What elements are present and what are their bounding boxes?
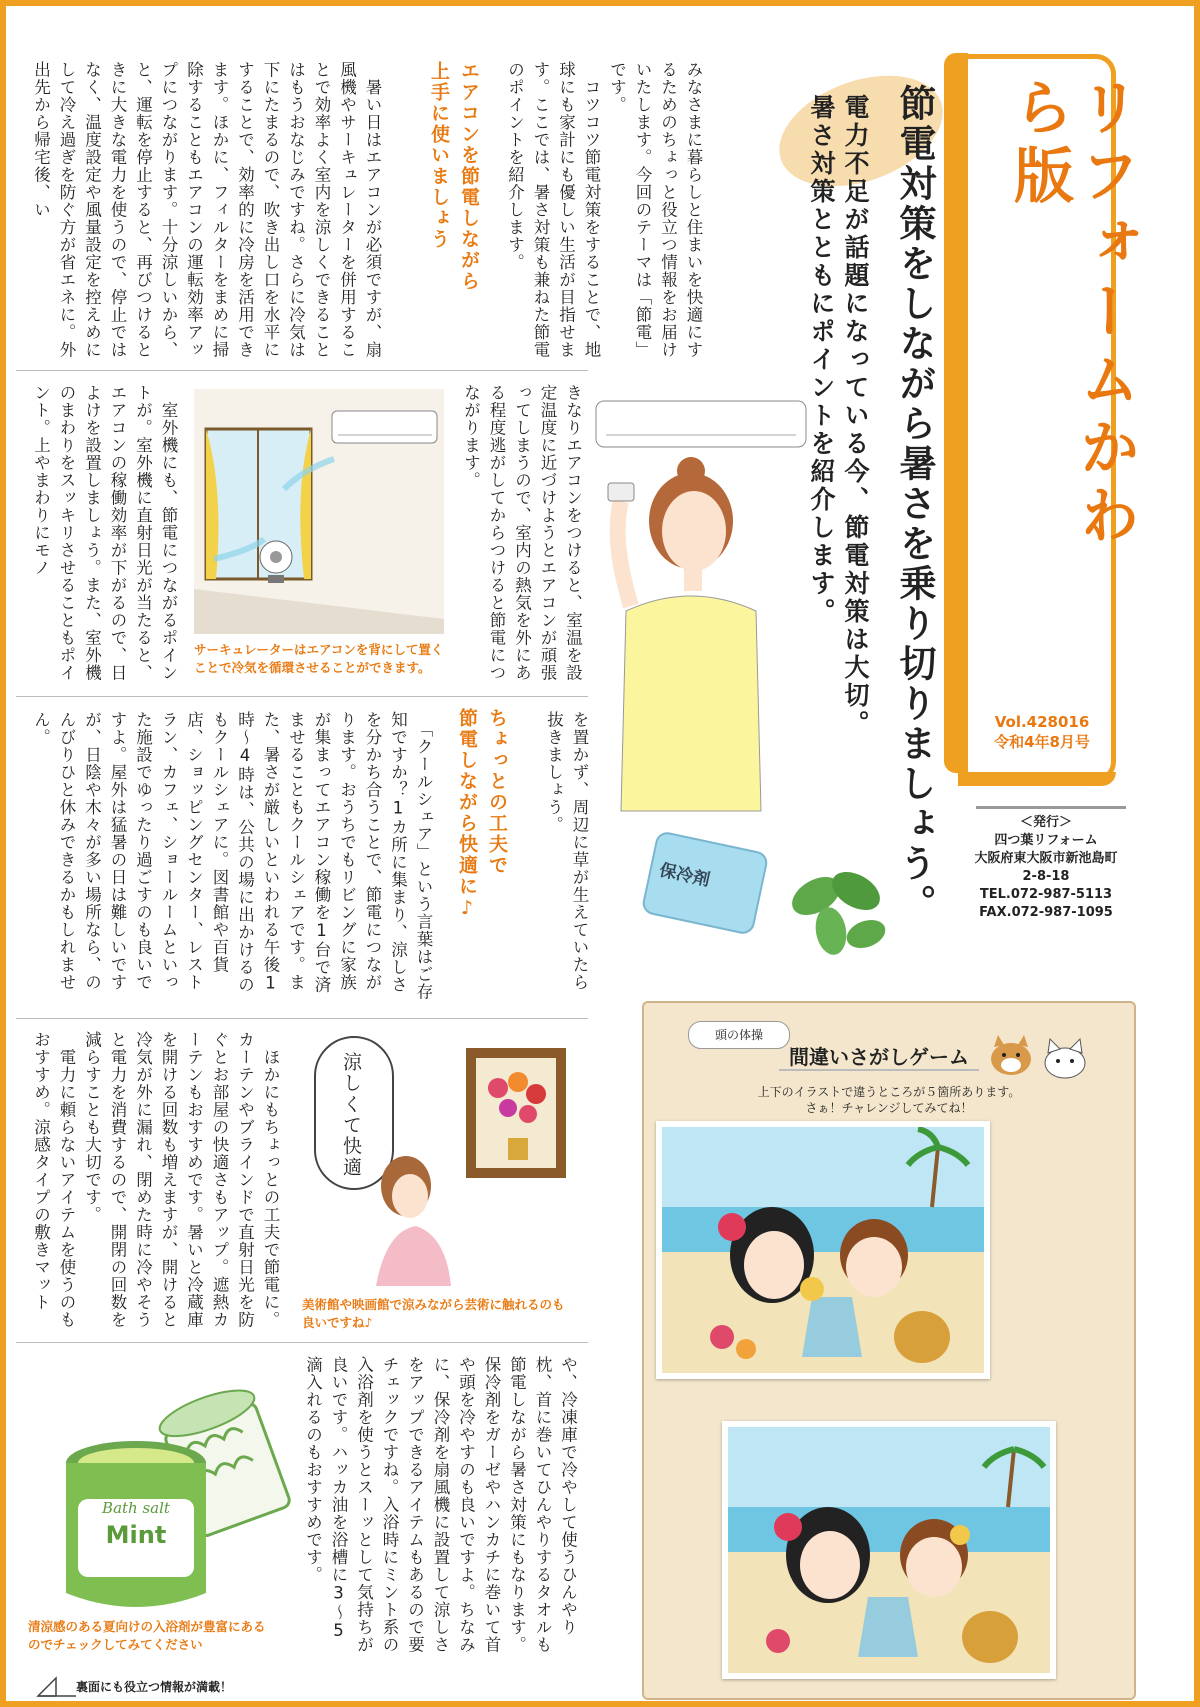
intro-text: みなさまに暮らしと住まいを快適にするためのちょっと役立つ情報をお届けいたします。今回のテーマは「節電」です。 コツコツ節電対策をすることで、地球にも家計にも優しい生活が目指せます。ここでは、暑さ対策も兼ねた節電のポイントを紹介します。: [505, 61, 703, 359]
masthead-vol-block: [981, 712, 1103, 752]
bath-salt-caption: 清涼感のある夏向けの入浴剤が豊富にある のでチェックしてみてください: [28, 1619, 266, 1652]
section1-continued: きなりエアコンをつけると、室温を設定温度に近づけようとエアコンが頑張ってしまうので、室内の熱気を外にある程度逃がしてからつけると節電につながります。: [461, 384, 583, 682]
bath-salt-label2: Mint: [105, 1521, 167, 1549]
dog-icon: [986, 1033, 1036, 1077]
headline-sub2: 暑さ対策とともにポイントを紹介します。: [807, 94, 836, 626]
divider-1: [16, 370, 588, 371]
publisher-tel: TEL.072-987-5113: [979, 887, 1113, 902]
room-caption: サーキュレーターはエアコンを背にして置く ことで冷気を循環させることができます。: [194, 642, 444, 675]
game-desc1: 上下のイラストで違うところが５箇所あります。: [757, 1085, 1021, 1099]
game-title-underline: [779, 1069, 979, 1071]
publisher-name: 四つ葉リフォーム: [994, 833, 1098, 848]
game-panel: [642, 1001, 1136, 1700]
bath-salt-label1: Bath salt: [102, 1499, 170, 1517]
woman-illustration: [586, 391, 816, 831]
section3-text: ほかにもちょっとの工夫で節電に。カーテンやブラインドで直射日光を防ぐとお部屋の快適さもアップ。遮熱カーテンもおすすめです。暑いと冷蔵庫を開ける回数も増えますが、開けると冷気が外に漏れ、閉めた時に冷やそうと電力を消費するので、開閉の回数を減らすことも大切です。 電力に頼らないアイテムを使うのもおすすめ。涼感タイプの敷きマット: [31, 1031, 280, 1329]
section1-heading: エアコンを節電しながら 上手に使いましょう: [428, 61, 480, 292]
publisher-rule-top: [976, 806, 1126, 809]
publisher-label: ＜発行＞: [1019, 815, 1072, 830]
masthead-issue: 令和4年8月号: [994, 733, 1090, 751]
publisher-address2: 2-8-18: [1022, 869, 1070, 884]
icepack-label: 保冷剤: [657, 860, 712, 891]
woman-painting-illustration: [376, 1046, 576, 1286]
section4-text: や、冷凍庫で冷やして使うひんやり枕、首に巻いてひんやりするタオルも節電しながら暑さ対策にもなります。保冷剤をガーゼやハンカチに巻いて首や頭を冷やすのも良いですよ。ちなみに、保冷剤を扇風機に設置して涼しさをアップできるアイテムもあるので要チェックですね。入浴時にミント系の入浴剤を使うとスーッとして気持ちが良いです。ハッカ油を浴槽に3〜5滴入れるのもおすすめです。: [303, 1356, 578, 1654]
bath-salt-illustration: [28, 1371, 298, 1616]
masthead-title: リフォームかわら版: [1004, 76, 1140, 552]
cat-icon: [1040, 1037, 1090, 1081]
publisher-fax: FAX.072-987-1095: [979, 905, 1113, 920]
section2-text: 「クールシェア」という言葉はご存知ですか？1カ所に集まり、涼しさを分かち合うことで、節電につながります。おうちでもリビングに家族が集まってエアコン稼働を1台で済ませることもクールシェアです。また、暑さが厳しいといわれる午後1時〜4時は、公共の場に出かけるのもクールシェアに。図書館や百貨店、ショッピングセンター、レストラン、カフェ、ショールームといった施設でゆったり過ごすのも良いですよ。屋外は猛暑の日は難しいですが、日陰や木々が多い場所なら、のんびりひと休みできるかもしれません。: [31, 711, 433, 1001]
footer-note-text: 裏面にも役立つ情報が満載！: [76, 1680, 233, 1694]
section1-continued2: を置かず、周辺に草が生えていたら抜きましょう。: [544, 711, 589, 991]
game-picture-bottom: [722, 1421, 1056, 1679]
divider-2: [16, 696, 588, 697]
room-illustration: [194, 389, 444, 634]
game-tag-text: 頭の体操: [714, 1028, 763, 1042]
game-desc2: さぁ！チャレンジしてみてね！: [805, 1101, 973, 1115]
publisher-block: [956, 814, 1136, 922]
masthead-vol: Vol.428016: [994, 713, 1090, 731]
section1-text: 暑い日はエアコンが必須ですが、扇風機やサーキュレーターを併用することで効率よく室内を涼しくできることはもうおなじみですね。さらに冷気は下にたまるので、吹き出し口を水平にすることで、効率的に冷房を活用できます。ほかに、フィルターをまめに掃除することもエアコンの運転効率アップにつながります。十分涼しいから、と、運転を停止すると、再びつけるときに大きな電力を使うので、停止ではなく、温度設定や風量設定を控えめにして冷え過ぎを防ぐ方が省エネに。外出先から帰宅後、い: [31, 61, 382, 359]
game-picture-top: [656, 1121, 990, 1379]
speech-bubble-text: 涼しくて快適: [340, 1052, 362, 1178]
game-title: 間違いさがしゲーム: [789, 1045, 969, 1069]
divider-4: [16, 1342, 588, 1343]
painting-caption: 美術館や映画館で涼みながら芸術に触れるのも 良いですね♪: [302, 1297, 565, 1330]
mint-leaf-icon: [776, 856, 896, 966]
divider-3: [16, 1018, 588, 1019]
headline-sub1: 電力不足が話題になっている今、節電対策は大切。: [841, 94, 870, 738]
icepack-illustration: [641, 830, 770, 936]
masthead-bottom-bar: [958, 772, 1116, 786]
headline-main: 節電対策をしながら暑さを乗り切りましょう。: [893, 84, 937, 924]
footer-arrow-icon: [36, 1676, 76, 1698]
publisher-address1: 大阪府東大阪市新池島町: [974, 851, 1118, 866]
section1-text2: 室外機にも、節電につながるポイントが。室外機に直射日光が当たると、エアコンの稼働効率が下がるので、日よけを設置しましょう。また、室外機のまわりをスッキリさせることもポイント。上やまわりにモノ: [31, 384, 178, 682]
footer-note: [36, 1676, 296, 1698]
section2-heading: ちょっとの工夫で 節電しながら快適に♪: [456, 708, 508, 921]
